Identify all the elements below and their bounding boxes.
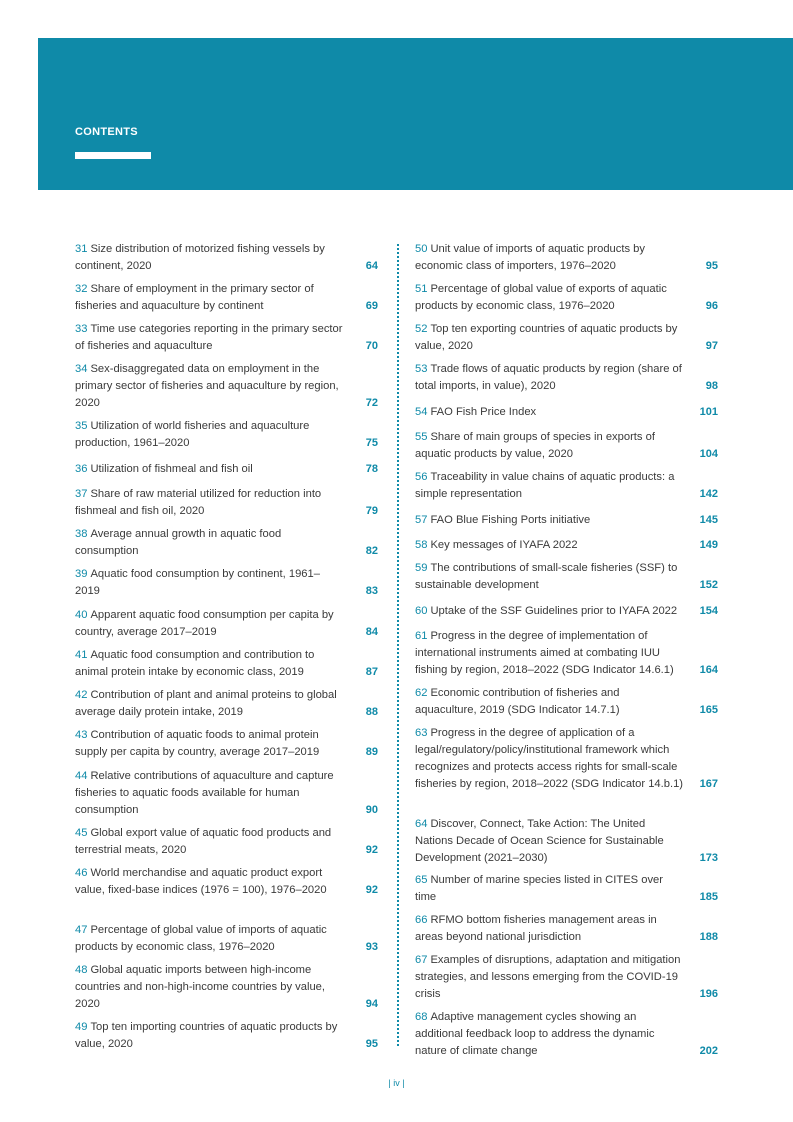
- figure-title: Top ten importing countries of aquatic products by value, 2020: [75, 1021, 338, 1050]
- page-reference: 69: [365, 300, 378, 312]
- figure-number: 53: [415, 363, 428, 375]
- figure-title: Share of raw material utilized for reduction into fishmeal and fish oil, 2020: [75, 488, 322, 517]
- toc-entry[interactable]: [75, 687, 378, 721]
- figure-number: 51: [415, 283, 428, 295]
- figure-number: 64: [415, 818, 428, 830]
- page-reference: 79: [365, 505, 378, 517]
- toc-entry[interactable]: [415, 281, 718, 315]
- page-reference: 64: [365, 260, 378, 272]
- toc-entry[interactable]: [75, 361, 378, 412]
- figure-number: 50: [415, 243, 428, 255]
- figure-title: Average annual growth in aquatic food consumption: [75, 528, 282, 557]
- page-reference: 97: [705, 340, 718, 352]
- figure-title: Examples of disruptions, adaptation and mitigation strategies, and lessons emerging from the COVID-19 crisis: [415, 954, 681, 1000]
- page-reference: 196: [699, 988, 718, 1000]
- page-reference: 88: [365, 706, 378, 718]
- page-reference: 185: [699, 891, 718, 903]
- page-reference: 78: [365, 463, 378, 475]
- figure-title: Key messages of IYAFA 2022: [430, 539, 578, 551]
- page-reference: 92: [365, 884, 378, 896]
- toc-entry[interactable]: [415, 321, 718, 355]
- page-reference: 202: [699, 1045, 718, 1057]
- page-reference: 93: [365, 941, 378, 953]
- figure-number: 60: [415, 605, 428, 617]
- figure-number: 49: [75, 1021, 88, 1033]
- figure-number: 42: [75, 689, 88, 701]
- toc-entry[interactable]: [415, 560, 718, 594]
- toc-entry[interactable]: [415, 912, 718, 946]
- page-reference: 164: [699, 664, 718, 676]
- figure-number: 35: [75, 420, 88, 432]
- figure-title: Discover, Connect, Take Action: The United Nations Decade of Ocean Science for Sustainable Development (2021–2030): [415, 818, 664, 864]
- page-reference: 95: [705, 260, 718, 272]
- figure-title: Unit value of imports of aquatic products by economic class of importers, 1976–2020: [415, 243, 645, 272]
- figure-title: FAO Blue Fishing Ports initiative: [430, 514, 591, 526]
- page-reference: 188: [699, 931, 718, 943]
- page-reference: 70: [365, 340, 378, 352]
- figure-number: 54: [415, 406, 428, 418]
- figure-title: Traceability in value chains of aquatic products: a simple representation: [415, 471, 675, 500]
- figure-number: 48: [75, 964, 88, 976]
- figure-title: Global export value of aquatic food products and terrestrial meats, 2020: [75, 827, 332, 856]
- figure-number: 31: [75, 243, 88, 255]
- page-reference: 152: [699, 579, 718, 591]
- toc-entry[interactable]: [415, 361, 718, 395]
- page-reference: 154: [699, 605, 718, 617]
- page-reference: 87: [365, 666, 378, 678]
- header-banner: [38, 38, 793, 190]
- figure-number: 34: [75, 363, 88, 375]
- figure-title: Size distribution of motorized fishing vessels by continent, 2020: [75, 243, 325, 272]
- figure-title: Top ten exporting countries of aquatic products by value, 2020: [415, 323, 678, 352]
- page-reference: 145: [699, 514, 718, 526]
- page-reference: 84: [365, 626, 378, 638]
- figure-number: 63: [415, 727, 428, 739]
- figure-title: Aquatic food consumption by continent, 1961–2019: [75, 568, 320, 597]
- toc-entry[interactable]: [75, 727, 378, 761]
- page-reference: 96: [705, 300, 718, 312]
- toc-entry[interactable]: [75, 461, 378, 478]
- page-reference: 149: [699, 539, 718, 551]
- figure-number: 39: [75, 568, 88, 580]
- figure-number: 57: [415, 514, 428, 526]
- page-reference: 92: [365, 844, 378, 856]
- page-reference: 173: [699, 852, 718, 864]
- figure-title: Trade flows of aquatic products by region (share of total imports, in value), 2020: [415, 363, 682, 392]
- toc-entry[interactable]: [75, 281, 378, 315]
- figure-title: Uptake of the SSF Guidelines prior to IYAFA 2022: [430, 605, 678, 617]
- page-reference: 165: [699, 704, 718, 716]
- toc-entry[interactable]: [75, 526, 378, 560]
- figure-number: 68: [415, 1011, 428, 1023]
- title-underline-bar: [75, 152, 151, 159]
- figure-number: 38: [75, 528, 88, 540]
- figure-title: The contributions of small-scale fisheries (SSF) to sustainable development: [415, 562, 678, 591]
- toc-entry[interactable]: [75, 865, 378, 899]
- page-reference: 83: [365, 585, 378, 597]
- toc-entry[interactable]: [415, 537, 718, 554]
- toc-entry[interactable]: [415, 603, 718, 620]
- toc-entry[interactable]: [415, 404, 718, 421]
- figure-number: 52: [415, 323, 428, 335]
- figure-number: 44: [75, 770, 88, 782]
- figure-number: 58: [415, 539, 428, 551]
- figure-title: Percentage of global value of imports of aquatic products by economic class, 1976–2020: [75, 924, 327, 953]
- figure-number: 33: [75, 323, 88, 335]
- figure-title: Sex-disaggregated data on employment in the primary sector of fisheries and aquaculture by region, 2020: [75, 363, 339, 409]
- figure-title: Contribution of plant and animal proteins to global average daily protein intake, 2019: [75, 689, 337, 718]
- figure-number: 67: [415, 954, 428, 966]
- toc-entry[interactable]: [75, 1019, 378, 1053]
- figure-title: Global aquatic imports between high-income countries and non-high-income countries by value, 2020: [75, 964, 325, 1010]
- page-reference: 82: [365, 545, 378, 557]
- page-reference: 94: [365, 998, 378, 1010]
- figure-number: 32: [75, 283, 88, 295]
- figure-number: 40: [75, 609, 88, 621]
- figure-number: 37: [75, 488, 88, 500]
- toc-entry[interactable]: [415, 725, 718, 793]
- figure-title: Percentage of global value of exports of aquatic products by economic class, 1976–2020: [415, 283, 667, 312]
- figure-number: 55: [415, 431, 428, 443]
- figure-title: Utilization of fishmeal and fish oil: [90, 463, 253, 475]
- figure-number: 43: [75, 729, 88, 741]
- figure-number: 61: [415, 630, 428, 642]
- toc-entry[interactable]: [75, 962, 378, 1013]
- page-reference: 167: [699, 778, 718, 790]
- toc-entry[interactable]: [415, 241, 718, 275]
- figure-title: Utilization of world fisheries and aquaculture production, 1961–2020: [75, 420, 310, 449]
- figure-title: Progress in the degree of application of a legal/regulatory/policy/institutional framework which recognizes and protects access rights for small-scale fisheries by region, 2018–2022 (SDG Indicator 14.b.1): [415, 727, 684, 790]
- figure-number: 46: [75, 867, 88, 879]
- toc-entry[interactable]: [415, 512, 718, 529]
- page-reference: 104: [699, 448, 718, 460]
- figure-title: Adaptive management cycles showing an additional feedback loop to address the dynamic nature of climate change: [415, 1011, 655, 1057]
- figure-title: Relative contributions of aquaculture and capture fisheries to aquatic foods available for human consumption: [75, 770, 334, 816]
- figure-title: RFMO bottom fisheries management areas in areas beyond national jurisdiction: [415, 914, 657, 943]
- figure-number: 65: [415, 874, 428, 886]
- figure-title: FAO Fish Price Index: [430, 406, 537, 418]
- figure-title: Apparent aquatic food consumption per capita by country, average 2017–2019: [75, 609, 334, 638]
- page-reference: 89: [365, 746, 378, 758]
- figure-number: 36: [75, 463, 88, 475]
- figure-number: 66: [415, 914, 428, 926]
- figure-number: 45: [75, 827, 88, 839]
- figure-title: Share of employment in the primary sector of fisheries and aquaculture by continent: [75, 283, 314, 312]
- page-reference: 101: [699, 406, 718, 418]
- page-reference: 72: [365, 397, 378, 409]
- figure-title: Share of main groups of species in exports of aquatic products by value, 2020: [415, 431, 655, 460]
- toc-entry[interactable]: [75, 647, 378, 681]
- figure-number: 59: [415, 562, 428, 574]
- toc-entry[interactable]: [75, 566, 378, 600]
- page-reference: 95: [365, 1038, 378, 1050]
- toc-entry[interactable]: [415, 628, 718, 679]
- toc-entry[interactable]: [415, 872, 718, 906]
- toc-entry[interactable]: [75, 321, 378, 355]
- toc-entry[interactable]: [75, 486, 378, 520]
- figure-title: Economic contribution of fisheries and aquaculture, 2019 (SDG Indicator 14.7.1): [415, 687, 620, 716]
- figure-title: Progress in the degree of implementation of international instruments aimed at combating IUU fishing by region, 2018–2022 (SDG Indicator 14.6.1): [415, 630, 674, 676]
- figure-number: 47: [75, 924, 88, 936]
- page-title: CONTENTS: [75, 126, 138, 138]
- figure-number: 41: [75, 649, 88, 661]
- toc-entry[interactable]: [415, 1009, 718, 1060]
- toc-entry[interactable]: [75, 825, 378, 859]
- toc-entry[interactable]: [75, 768, 378, 819]
- figure-title: World merchandise and aquatic product export value, fixed-base indices (1976 = 100), 1976–2020: [75, 867, 327, 896]
- figure-title: Aquatic food consumption and contribution to animal protein intake by economic class, 2019: [75, 649, 315, 678]
- figure-number: 56: [415, 471, 428, 483]
- column-divider: [397, 244, 399, 1046]
- page-number: | iv |: [388, 1078, 405, 1088]
- toc-entry[interactable]: [415, 685, 718, 719]
- figure-title: Number of marine species listed in CITES over time: [415, 874, 663, 903]
- toc-entry[interactable]: [75, 418, 378, 452]
- page-reference: 142: [699, 488, 718, 500]
- toc-entry[interactable]: [75, 922, 378, 956]
- toc-entry[interactable]: [415, 469, 718, 503]
- page-reference: 90: [365, 804, 378, 816]
- page-reference: 98: [705, 380, 718, 392]
- figure-title: Contribution of aquatic foods to animal protein supply per capita by country, average 2017–2019: [75, 729, 320, 758]
- page-reference: 75: [365, 437, 378, 449]
- figure-number: 62: [415, 687, 428, 699]
- toc-entry[interactable]: [75, 607, 378, 641]
- toc-entry[interactable]: [415, 429, 718, 463]
- toc-entry[interactable]: [75, 241, 378, 275]
- toc-entry[interactable]: [415, 952, 718, 1003]
- toc-entry[interactable]: [415, 816, 718, 867]
- figure-title: Time use categories reporting in the primary sector of fisheries and aquaculture: [75, 323, 343, 352]
